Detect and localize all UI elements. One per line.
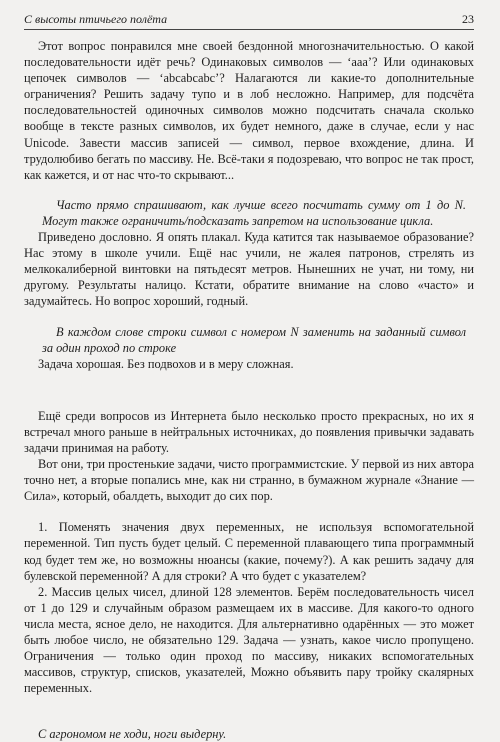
paragraph-5: Вот они, три простенькие задачи, чисто программистские. У первой из них автора точно нет, а вторые попались мне, как ни странно, в бумажном журнале «Знание — Сила», который, обалдеть, выходит до сих пор. bbox=[24, 457, 474, 504]
page-body bbox=[24, 38, 474, 742]
running-title: С высоты птичьего полёта bbox=[24, 12, 168, 26]
spacer bbox=[24, 504, 474, 519]
spacer bbox=[24, 183, 474, 197]
paragraph-2: Приведено дословно. Я опять плакал. Куда катится так называемое образование? Нас этому в школе учили. Ещё нас учили, не жалея патронов, стрелять из мелкокалиберной винтовки на пятьдесят метров. Нынешних не учат, ни тому, ни другому. Результаты налицо. Кстати, обратите внимание на слово «часто» и задумайтесь. Но вопрос хороший, годный. bbox=[24, 230, 474, 309]
list-item-1: 1. Поменять значения двух переменных, не используя вспомогательной переменной. Тип пусть будет целый. С переменной плавающего типа программный код будет тем же, но возможны нюансы (какие, почему?). А как решить задачу для булевской переменной? А для строки? А что будет с указателем? bbox=[24, 520, 474, 583]
paragraph-4: Ещё среди вопросов из Интернета было несколько просто прекрасных, но их я встречал много раньше в нейтральных источниках, до появления привычки задавать задачи принимая на работу. bbox=[24, 408, 474, 455]
spacer bbox=[24, 372, 474, 408]
quote-2: В каждом слове строки символ с номером N заменить на заданный символ за один проход по строке bbox=[42, 324, 466, 355]
quote-1: Часто прямо спрашивают, как лучше всего посчитать сумму от 1 до N. Могут также ограничить/подсказать запретом на использование цикла. bbox=[42, 197, 466, 228]
spacer bbox=[24, 696, 474, 726]
paragraph-3: Задача хорошая. Без подвохов и в меру сложная. bbox=[38, 356, 294, 371]
list-item-2: 2. Массив целых чисел, длиной 128 элементов. Берём последовательность чисел от 1 до 129 и случайным образом размещаем их в массиве. Для какого-то одного числа места, ясное дело, не находится. Для альтернативно одарённых — это может быть любое число, не обязательно 129. Задача — узнать, какое число пропущено. Ограничения — только один проход по массиву, никаких вспомогательных массивов, структур, списков, указателей, Можно объявить пару тройку скалярных переменных. bbox=[24, 584, 474, 696]
header-rule bbox=[24, 29, 474, 30]
paragraph-1: Этот вопрос понравился мне своей бездонной многозначительностью. О какой последовательности идёт речь? Одинаковых символов — ‘aaa’? Или одинаковых цепочек символов — ‘abcabcabc’? Налагаются ли какие-то дополнительные ограничения? Решить задачу тупо и в лоб несложно. Например, для подсчёта последовательностей одиночных символов можно подсчитать сначала сколько вообще в тексте разных символов, их будет немного, даже в случае, если у нас Unicode. Завести массив записей — символ, первое вхождение, длина. И трудолюбиво бегать по массиву. Не. Всё-таки я подозреваю, что вопрос не так прост, как кажется, и от нас что-то скрывают... bbox=[24, 39, 474, 182]
closing-line: С агрономом не ходи, ноги выдерну. bbox=[38, 727, 227, 742]
spacer bbox=[24, 310, 474, 324]
page-number: 23 bbox=[462, 12, 474, 26]
